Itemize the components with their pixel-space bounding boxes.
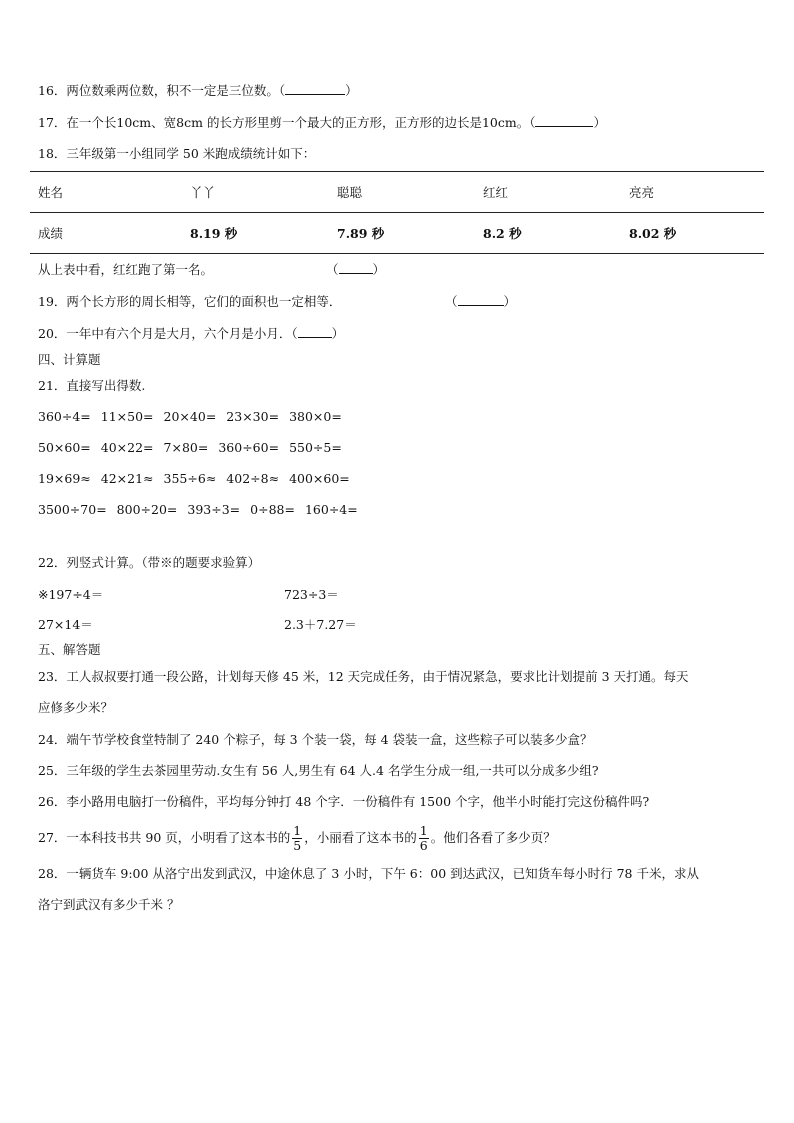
- table-cell: 亮亮: [629, 172, 764, 213]
- calc-row: [38, 502, 368, 518]
- question-27: [38, 823, 556, 853]
- table-cell: 8.19 秒: [190, 213, 337, 254]
- question-27-part1: 27．一本科技书共 90 页，小明看了这本书的: [38, 830, 291, 845]
- question-28-line1: 28．一辆货车 9:00 从洛宁出发到武汉，中途休息了 3 小时，下午 6：00 到达武汉，已知货车每小时行 78 千米，求从: [38, 866, 699, 881]
- question-17-text: 17．在一个长10cm、宽8cm 的长方形里剪一个最大的正方形，正方形的边长是10cm。（: [38, 115, 536, 130]
- question-26: 26．李小路用电脑打一份稿件，平均每分钟打 48 个字．一份稿件有 1500 个字，他半小时能打完这份稿件吗?: [38, 794, 650, 809]
- calc-item: 380×0=: [289, 409, 342, 424]
- calc-item: 40×22=: [100, 440, 154, 455]
- calc-row: [38, 409, 352, 425]
- calc-item: 360÷4=: [38, 409, 91, 424]
- answer-blank-18[interactable]: [339, 262, 373, 274]
- question-19: [38, 294, 341, 310]
- fraction-numerator: 1: [293, 823, 302, 838]
- calc-item: 3500÷70=: [38, 502, 107, 517]
- question-17: [38, 115, 606, 131]
- calc-item: 23×30=: [226, 409, 280, 424]
- table-cell: 成绩: [30, 213, 190, 254]
- table-cell: 8.2 秒: [483, 213, 629, 254]
- vertical-calc-item: 2.3＋7.27＝: [284, 617, 357, 632]
- calc-item: 393÷3=: [187, 502, 241, 517]
- vertical-calc-item: 27×14＝: [38, 617, 93, 632]
- question-20-close: ）: [331, 326, 345, 341]
- fraction-one-sixth: [419, 824, 429, 853]
- question-17-close: ）: [593, 115, 606, 130]
- fraction-denominator: 5: [293, 838, 302, 853]
- question-16: [38, 83, 358, 99]
- question-19-close: ）: [503, 294, 517, 309]
- calc-item: 50×60=: [38, 440, 91, 455]
- calc-item: 42×21≈: [100, 471, 154, 486]
- question-18-statement-text: 从上表中看，红红跑了第一名。: [38, 262, 214, 277]
- section-title-5: 五、解答题: [38, 642, 101, 657]
- question-23-line1: 23．工人叔叔要打通一段公路，计划每天修 45 米，12 天完成任务，由于情况紧急，要求比计划提前 3 天打通。每天: [38, 669, 689, 684]
- fraction-one-fifth: [292, 824, 302, 853]
- fraction-denominator: 6: [419, 838, 428, 853]
- calc-item: 360÷60=: [218, 440, 280, 455]
- question-22-text: 22．列竖式计算。（带※的题要求验算）: [38, 555, 261, 570]
- vertical-calc-item: ※197÷4＝: [38, 587, 104, 602]
- table-cell: 8.02 秒: [629, 213, 764, 254]
- question-21-text: 21．直接写出得数.: [38, 378, 146, 393]
- question-19-answer: [445, 294, 516, 310]
- question-27-part3: 。他们各看了多少页？: [430, 830, 556, 845]
- answer-blank-19[interactable]: [458, 294, 504, 306]
- calc-item: 355÷6≈: [163, 471, 217, 486]
- question-18-statement: [38, 262, 213, 278]
- calc-item: 0÷88=: [250, 502, 295, 517]
- calc-item: 20×40=: [163, 409, 217, 424]
- table-cell: 丫丫: [190, 172, 337, 213]
- question-18-open: （: [326, 262, 339, 277]
- question-20: [38, 326, 344, 342]
- question-18-text: 18．三年级第一小组同学 50 米跑成绩统计如下：: [38, 146, 316, 161]
- table-header-row: [30, 172, 764, 213]
- calc-item: 160÷4=: [304, 502, 358, 517]
- calc-row: [38, 471, 360, 487]
- calc-item: 19×69≈: [38, 471, 91, 486]
- calc-item: 402÷8≈: [226, 471, 280, 486]
- question-19-text: 19．两个长方形的周长相等，它们的面积也一定相等．: [38, 294, 342, 309]
- table-cell: 红红: [483, 172, 629, 213]
- table-cell: 姓名: [30, 172, 190, 213]
- question-28-line2: 洛宁到武汉有多少千米 ？: [38, 897, 180, 912]
- section-title-4: 四、计算题: [38, 352, 101, 367]
- calc-item: 7×80=: [163, 440, 209, 455]
- vertical-calc-item: 723÷3＝: [284, 587, 339, 602]
- table-cell: 聪聪: [337, 172, 483, 213]
- calc-item: 11×50=: [100, 409, 154, 424]
- question-18-answer: [326, 262, 385, 278]
- question-20-text: 20．一年中有六个月是大月，六个月是小月．（: [38, 326, 298, 341]
- question-16-text: 16．两位数乘两位数，积不一定是三位数。（: [38, 83, 286, 98]
- question-19-open: （: [445, 294, 458, 309]
- answer-blank-20[interactable]: [298, 326, 332, 338]
- calc-row: [38, 440, 352, 456]
- question-16-close: ）: [345, 83, 358, 98]
- calc-item: 400×60=: [289, 471, 350, 486]
- table-cell: 7.89 秒: [337, 213, 483, 254]
- answer-blank-17[interactable]: [535, 115, 593, 127]
- answer-blank-16[interactable]: [285, 83, 345, 95]
- question-23-line2: 应修多少米？: [38, 700, 114, 715]
- fraction-numerator: 1: [419, 823, 428, 838]
- score-table: [30, 171, 764, 254]
- question-18: [38, 146, 315, 162]
- question-27-part2: ，小丽看了这本书的: [304, 830, 417, 845]
- table-row: [30, 213, 764, 254]
- question-24: 24．端午节学校食堂特制了 240 个粽子，每 3 个装一袋，每 4 袋装一盒，这些粽子可以装多少盒？: [38, 732, 593, 747]
- question-18-close: ）: [372, 262, 386, 277]
- calc-item: 550÷5=: [289, 440, 342, 455]
- calc-item: 800÷20=: [116, 502, 178, 517]
- question-25: 25．三年级的学生去茶园里劳动.女生有 56 人,男生有 64 人.4 名学生分成一组,一共可以分成多少组?: [38, 763, 599, 778]
